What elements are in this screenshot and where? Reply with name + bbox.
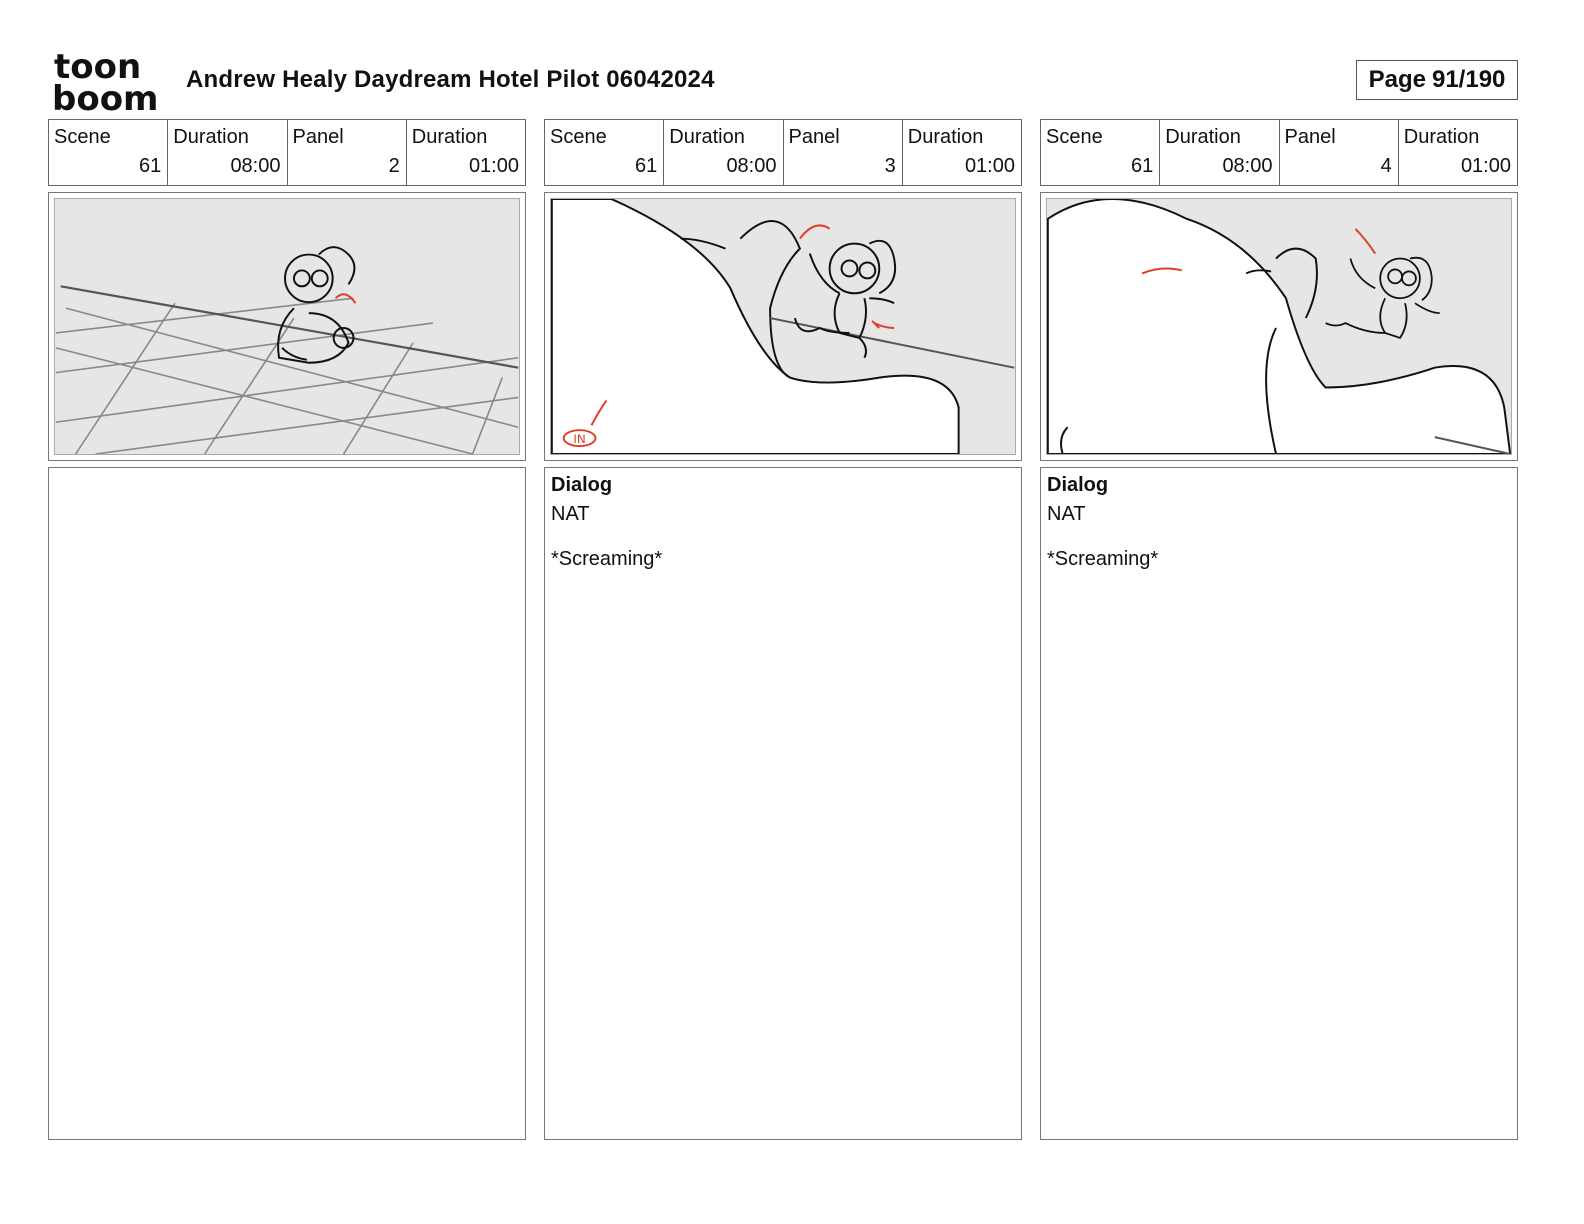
duration-label: Duration <box>669 126 745 148</box>
duration-label: Duration <box>411 126 488 148</box>
scene-duration-cell <box>1160 120 1279 185</box>
scene-label: Scene <box>1046 126 1103 148</box>
logo-text-bottom: boom <box>52 79 159 112</box>
panel-info-bar <box>48 119 526 186</box>
scene-cell <box>49 120 168 185</box>
logo-text-top: toon <box>54 50 142 87</box>
notes-area <box>544 467 1022 1140</box>
panel-duration-value: 01:00 <box>468 155 519 177</box>
scene-label: Scene <box>550 126 607 148</box>
duration-label: Duration <box>1165 126 1241 148</box>
duration-label: Duration <box>1403 126 1480 148</box>
notes-area <box>48 467 526 1140</box>
notes-area <box>1040 467 1518 1140</box>
duration-label: Duration <box>173 126 249 148</box>
scene-value: 61 <box>635 155 658 177</box>
page-number: 91/190 <box>1431 66 1506 93</box>
scene-value: 61 <box>139 155 162 177</box>
storyboard-frame[interactable] <box>48 192 526 461</box>
panel-value: 3 <box>884 155 896 177</box>
panel-label: Panel <box>292 126 344 148</box>
scene-value: 61 <box>1131 155 1154 177</box>
panel-duration-cell <box>407 120 525 185</box>
scene-duration-value: 08:00 <box>726 155 777 177</box>
camera-in-annotation: IN <box>573 432 586 447</box>
sketch-panel-3 <box>551 199 1015 454</box>
scene-duration-value: 08:00 <box>1222 155 1273 177</box>
panel-duration-cell <box>903 120 1021 185</box>
toon-boom-logo <box>52 50 164 112</box>
dialog-speaker: NAT <box>551 503 590 525</box>
panel-info-bar <box>1040 119 1518 186</box>
scene-duration-cell <box>168 120 287 185</box>
panel-cell <box>288 120 407 185</box>
duration-label: Duration <box>907 126 984 148</box>
panel-cell <box>784 120 903 185</box>
scene-duration-value: 08:00 <box>230 155 281 177</box>
dialog-line: *Screaming* <box>551 548 663 570</box>
storyboard-frame[interactable] <box>1040 192 1518 461</box>
panel-duration-cell <box>1399 120 1517 185</box>
page-indicator <box>1356 60 1518 100</box>
storyboard-frame[interactable] <box>544 192 1022 461</box>
panel-duration-value: 01:00 <box>1460 155 1511 177</box>
dialog-label: Dialog <box>1047 474 1109 496</box>
scene-cell <box>1041 120 1160 185</box>
page-label: Page <box>1368 66 1426 93</box>
document-title: Andrew Healy Daydream Hotel Pilot 06042024 <box>186 66 715 93</box>
scene-cell <box>545 120 664 185</box>
dialog-label: Dialog <box>551 474 613 496</box>
panel-column-1 <box>48 119 526 1140</box>
dialog-speaker: NAT <box>1047 503 1086 525</box>
scene-duration-cell <box>664 120 783 185</box>
panel-column-2 <box>544 119 1022 1140</box>
panel-info-bar <box>544 119 1022 186</box>
panel-label: Panel <box>1284 126 1336 148</box>
panel-cell <box>1280 120 1399 185</box>
panel-duration-value: 01:00 <box>964 155 1015 177</box>
sketch-panel-4 <box>1047 199 1511 454</box>
sketch-panel-2 <box>55 199 519 454</box>
scene-label: Scene <box>54 126 111 148</box>
dialog-line: *Screaming* <box>1047 548 1159 570</box>
panel-label: Panel <box>788 126 840 148</box>
panel-value: 4 <box>1380 155 1392 177</box>
panel-column-3 <box>1040 119 1518 1140</box>
panel-value: 2 <box>388 155 400 177</box>
